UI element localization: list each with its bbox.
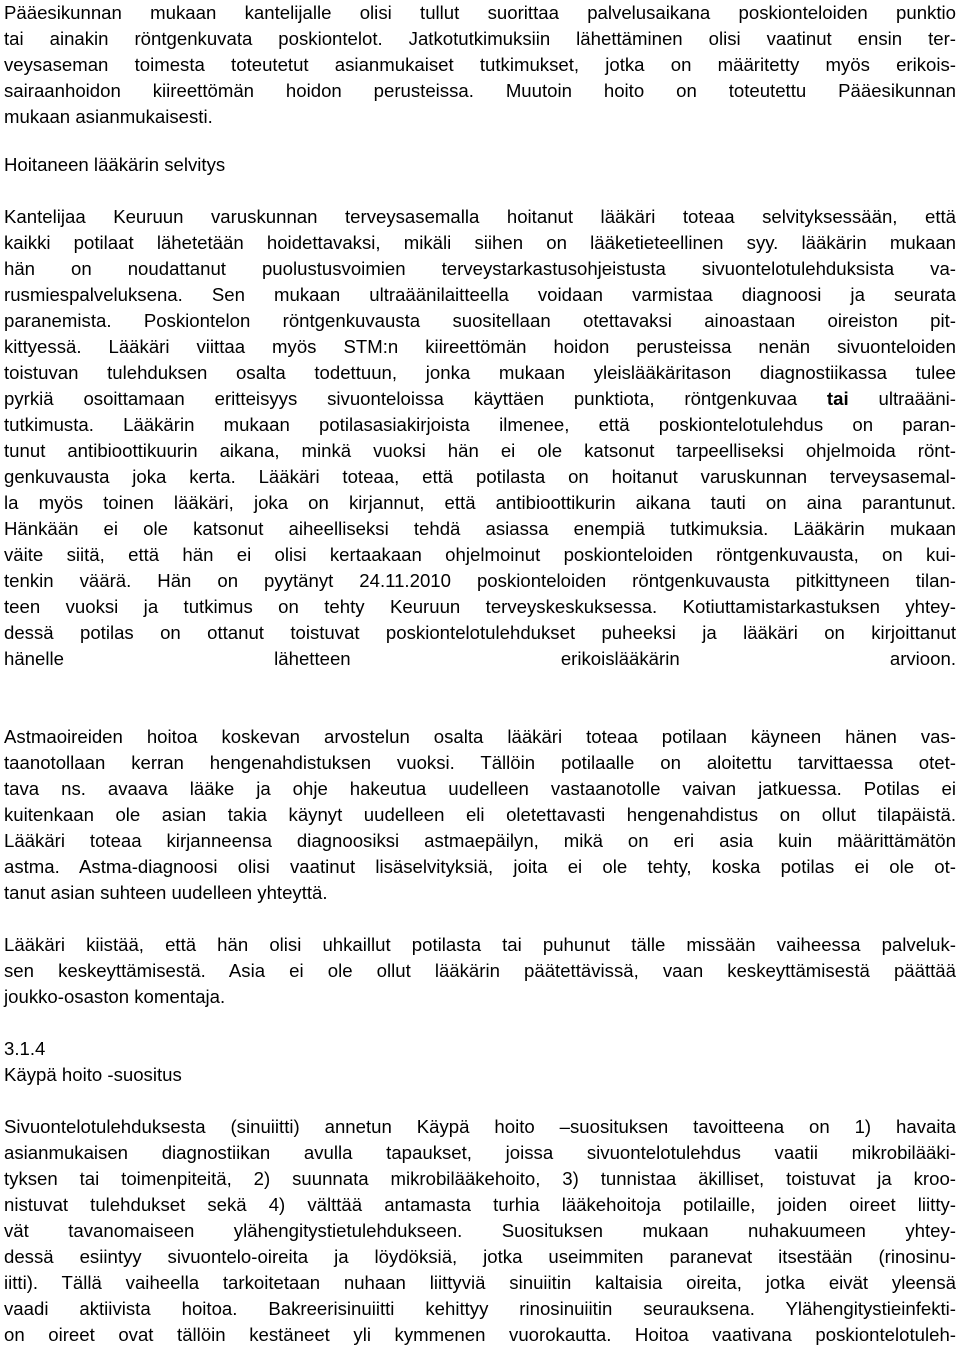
text-line: Astmaoireiden hoitoa koskevan arvostelun osalta lääkäri toteaa potilaan käyneen hänen vas- (4, 726, 956, 747)
text-line: vaadi aktiivista hoitoa. Bakreerisinuiitti kehittyy rinosinuiitin seurauksena. Ylähengitystieinfekti- (4, 1298, 956, 1319)
text-line: toistuvan tulehduksen osalta todettuun, jonka mukaan yleislääkäritason diagnostiikassa tulee (4, 362, 956, 383)
text-line: genkuvausta joka kerta. Lääkäri toteaa, että potilasta on hoitanut varuskunnan terveysasemal- (4, 466, 956, 487)
text-line: joukko-osaston komentaja. (4, 986, 226, 1007)
text-line: Lääkäri toteaa kirjanneensa diagnoosiksi astmaepäilyn, mikä on eri asia kuin määrittämätön (4, 830, 956, 851)
text-line: tenkin väärä. Hän on pyytänyt 24.11.2010 poskionteloiden röntgenkuvausta pitkittyneen tilan- (4, 570, 956, 591)
text-line: sen keskeyttämisestä. Asia ei ole ollut lääkärin päätettävissä, vaan keskeyttämisestä päättää (4, 960, 956, 981)
text-line: astma. Astma-diagnoosi olisi vaatinut lisäselvityksiä, joita ei ole tehty, koska potilas ei ole ot- (4, 856, 956, 877)
paragraph-2 (4, 204, 956, 698)
text-line: hänelle lähetteen erikoislääkärin arvioon. (4, 648, 956, 669)
text-line: sairaanhoidon kiireettömän hoidon perusteissa. Muutoin hoito on toteutettu Pääesikunnan (4, 80, 956, 101)
text-line: tai ainakin röntgenkuvata poskiontelot. Jatkotutkimuksiin lähettäminen olisi vaatinut ensin ter- (4, 28, 956, 49)
text-line: tyksen tai toimenpiteitä, 2) suunnata mikrobilääkehoito, 3) tunnistaa äkilliset, toistuvat ja kroo- (4, 1168, 956, 1189)
text-line: on oireet ovat tällöin kestäneet yli kymmenen vuorokautta. Hoitoa vaativana poskiontelotuleh- (4, 1324, 956, 1345)
text-line: paranemista. Poskiontelon röntgenkuvausta suositellaan otettavaksi ainoastaan oireiston pit- (4, 310, 956, 331)
text-line: vät tavanomaiseen ylähengitystietulehdukseen. Suosituksen mukaan nuhakuumeen yhtey- (4, 1220, 956, 1241)
text-line: la myös toinen lääkäri, joka on kirjannut, että antibioottikurin aikana tauti on aina parantunut. (4, 492, 956, 513)
text-line: Sivuontelotulehduksesta (sinuiitti) annetun Käypä hoito –suosituksen tavoitteena on 1) havaita (4, 1116, 956, 1137)
text-line: Pääesikunnan mukaan kantelijalle olisi tullut suorittaa palvelusaikana poskionteloiden punktio (4, 2, 956, 23)
paragraph-3 (4, 724, 956, 906)
text-line: kuitenkaan ole asian takia käynyt uudelleen eli oletettavasti hengenahdistus on ollut tilapäistä. (4, 804, 956, 825)
text-segment: ultraääni- (848, 388, 956, 409)
text-line: kaikki potilaat lähetetään hoidettavaksi, mikäli siihen on lääketieteellinen syy. lääkärin mukaan (4, 232, 956, 253)
text-segment: pyrkiä osoittamaan eritteisyys sivuonteloissa käyttäen punktiota, röntgenkuvaa (4, 388, 827, 409)
text-line: taanotollaan kerran hengenahdistuksen vuoksi. Tällöin potilaalle on aloitettu tarvittaessa otet- (4, 752, 956, 773)
text-line: veysaseman toimesta toteutetut asianmukaiset tutkimukset, jotka on määritetty myös erikois- (4, 54, 956, 75)
paragraph-1 (4, 0, 956, 130)
text-line: tutkimusta. Lääkärin mukaan potilasasiakirjoista ilmenee, että poskiontelotulehdus on paran- (4, 414, 956, 435)
text-line: tava ns. avaava lääke ja ohje hakeutua uudelleen vastaanotolle vaivan jatkuessa. Potilas ei (4, 778, 956, 799)
text-line: iitti). Tällä vaiheella tarkoitetaan nuhaan liittyviä sinuiitin kaltaisia oireita, jotka eivät yleensä (4, 1272, 956, 1293)
text-line-with-bold (4, 386, 956, 412)
text-line: dessä esiintyy sivuontelo-oireita ja löydöksiä, jotka useimmiten paranevat itsestään (rinosinu- (4, 1246, 956, 1267)
paragraph-5 (4, 1114, 956, 1348)
text-line: Hänkään ei ole katsonut aiheelliseksi tehdä asiassa enempiä tutkimuksia. Lääkärin mukaan (4, 518, 956, 539)
section-number: 3.1.4 (4, 1038, 46, 1059)
paragraph-4 (4, 932, 956, 1010)
text-line: kittyessä. Lääkäri viittaa myös STM:n kiireettömän hoidon perusteissa nenän sivuonteloiden (4, 336, 956, 357)
text-line: asianmukaisen diagnostiikan avulla tapaukset, joissa sivuontelotulehdus vaatii mikrobilääki- (4, 1142, 956, 1163)
text-line (4, 672, 956, 698)
bold-word: tai (826, 388, 849, 409)
text-line: rusmiespalveluksena. Sen mukaan ultraäänilaitteella voidaan varmistaa diagnoosi ja seurata (4, 284, 956, 305)
section-title: Käypä hoito -suositus (4, 1064, 182, 1085)
document-page (4, 0, 956, 1348)
text-line: dessä potilas on ottanut toistuvat poskiontelotulehdukset puheeksi ja lääkäri on kirjoittanut (4, 622, 956, 643)
section-heading: Hoitaneen lääkärin selvitys (4, 154, 226, 175)
text-line: hän on noudattanut puolustusvoimien terveystarkastusohjeistusta sivuontelotulehduksista va- (4, 258, 956, 279)
text-line: teen vuoksi ja tutkimus on tehty Keuruun terveyskeskuksessa. Kotiuttamistarkastuksen yhtey- (4, 596, 956, 617)
text-line: Kantelijaa Keuruun varuskunnan terveysasemalla hoitanut lääkäri toteaa selvityksessään, että (4, 206, 956, 227)
text-line: mukaan asianmukaisesti. (4, 106, 213, 127)
text-line: väite siitä, että hän ei olisi kertaakaan ohjelmoinut poskionteloiden röntgenkuvausta, on kui- (4, 544, 956, 565)
text-line: Lääkäri kiistää, että hän olisi uhkaillut potilasta tai puhunut tälle missään vaiheessa palveluk- (4, 934, 956, 955)
text-line: nistuvat tulehdukset sekä 4) välttää antamasta turhia lääkehoitoja potilaille, joiden oireet liitty- (4, 1194, 956, 1215)
text-line: tanut asian suhteen uudelleen yhteyttä. (4, 882, 328, 903)
text-line: tunut antibioottikuurin aikana, minkä vuoksi hän ei ole katsonut tarpeelliseksi ohjelmoida rönt- (4, 440, 956, 461)
